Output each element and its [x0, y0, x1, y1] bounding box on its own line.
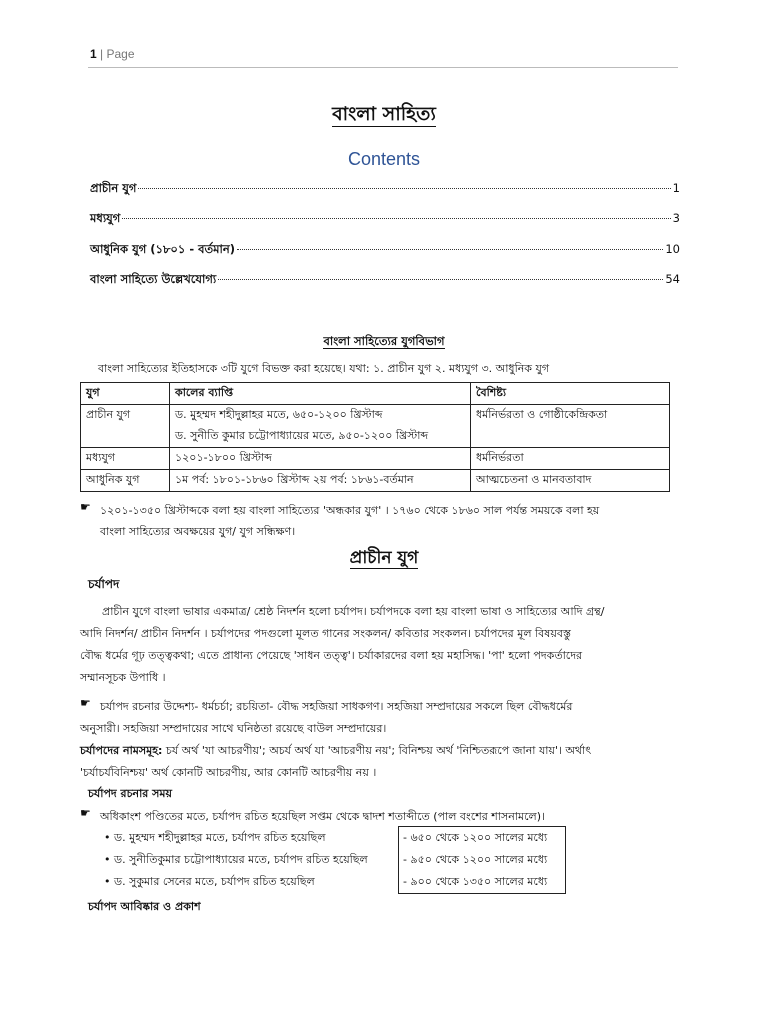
- table-cell-span: ড. মুহম্মদ শহীদুল্লাহর মতে, ৬৫০-১২০০ খ্রিস্টাব্দ: [170, 405, 471, 427]
- header-rule: [88, 67, 678, 68]
- charyapad-line: প্রাচীন যুগে বাংলা ভাষার একমাত্র/ শ্রেষ্ঠ নিদর্শন হলো চর্যাপদ। চর্যাপদকে বলা হয় বাংলা ভাষা ও সাহিত্যের আদি গ্রন্থ/: [102, 605, 605, 618]
- toc-entry[interactable]: [90, 271, 680, 290]
- pointing-hand-icon: ☛: [80, 500, 91, 514]
- range-item: - ৯৫০ থেকে ১২০০ সালের মধ্যে: [403, 853, 548, 866]
- header-sep: |: [96, 47, 107, 61]
- table-header-row: [81, 383, 670, 405]
- list-item: • ড. সুকুমার সেনের মতে, চর্যাপদ রচিত হয়েছিল: [104, 875, 315, 888]
- table-cell-era: প্রাচীন যুগ: [81, 405, 170, 448]
- table-cell-span: ১ম পর্ব: ১৮০১-১৮৬০ খ্রিস্টাব্দ ২য় পর্ব: ১৮৬১-বর্তমান: [170, 470, 471, 492]
- naming-text: চর্য অর্থ 'যা আচরণীয়'; অচর্য অর্থ যা 'আচরণীয় নয়'; বিনিশ্চয় অর্থ 'নিশ্চিতরূপে জানা যায়'। অর্থাৎ: [162, 744, 592, 757]
- charyapad-line: সম্মানসূচক উপাধি ।: [80, 671, 166, 684]
- list-item: • ড. সুনীতিকুমার চট্টোপাধ্যায়ের মতে, চর্যাপদ রচিত হয়েছিল: [104, 853, 368, 866]
- charyapad-line: বৌদ্ধ ধর্মের গূঢ় তত্ত্বকথা; এতে প্রাধান্য পেয়েছে 'সাধন তত্ত্ব'। চর্যাকারদের বলা হয় মহাসিদ্ধ। 'পা' হলো পদকর্তাদের: [80, 649, 583, 662]
- naming-line: 'চর্যাচর্যবিনিশ্চয়' অর্থ কোনটি আচরণীয়, আর কোনটি আচরণীয় নয় ।: [80, 766, 377, 779]
- toc-entry[interactable]: [90, 241, 680, 260]
- contents-heading: Contents: [347, 149, 421, 169]
- period-intro: বাংলা সাহিত্যের ইতিহাসকে ৩টি যুগে বিভক্ত করা হয়েছে। যথা: ১. প্রাচীন যুগ ২. মধ্যযুগ ৩. আধুনিক যুগ: [98, 362, 550, 375]
- toc-entry-label: আধুনিক যুগ (১৮০১ - বর্তমান): [90, 242, 235, 256]
- table-cell-span: ড. সুনীতি কুমার চট্টোপাধ্যায়ের মতে, ৯৫০-১২০০ খ্রিস্টাব্দ: [170, 426, 471, 448]
- toc-entry-page: 54: [665, 272, 680, 286]
- toc-entry-label: বাংলা সাহিত্যে উল্লেখযোগ্য: [90, 272, 217, 286]
- era-table: [80, 382, 670, 492]
- charyapad-line: আদি নিদর্শন/ প্রাচীন নিদর্শন । চর্যাপদের পদগুলো মূলত গানের সংকলন/ কবিতার সংকলন। চর্যাপদের মূল বিষয়বস্তু: [80, 627, 571, 640]
- range-item: - ৯০০ থেকে ১৩৫০ সালের মধ্যে: [403, 875, 548, 888]
- table-header-cell: কালের ব্যাপ্তি: [170, 383, 471, 405]
- table-row: [81, 405, 670, 427]
- toc-entry[interactable]: [90, 180, 680, 199]
- range-item: - ৬৫০ থেকে ১২০০ সালের মধ্যে: [403, 831, 548, 844]
- table-cell-era: আধুনিক যুগ: [81, 470, 170, 492]
- pointing-hand-icon: ☛: [80, 696, 91, 710]
- toc-entry-page: 1: [672, 181, 680, 195]
- charyapad-subhead: চর্যাপদ: [88, 577, 120, 591]
- page-label: Page: [106, 47, 135, 61]
- discovery-subhead: চর্যাপদ আবিষ্কার ও প্রকাশ: [88, 900, 201, 913]
- table-cell-feature: ধর্মনির্ভরতা ও গোষ্ঠীকেন্দ্রিকতা: [471, 405, 670, 448]
- toc-entry-page: 3: [672, 211, 680, 225]
- compose-time-intro: অধিকাংশ পণ্ডিতের মতে, চর্যাপদ রচিত হয়েছিল সপ্তম থেকে দ্বাদশ শতাব্দীতে (পাল বংশের শাসনামলে)।: [100, 810, 545, 823]
- document-title: বাংলা সাহিত্য: [332, 103, 436, 125]
- table-cell-span: ১২০১-১৮০০ খ্রিস্টাব্দ: [170, 448, 471, 470]
- toc-entry-label: মধ্যযুগ: [90, 211, 121, 225]
- naming-label: চর্যাপদের নামসমূহ:: [80, 744, 163, 757]
- table-header-cell: বৈশিষ্ট্য: [471, 383, 670, 405]
- table-header-cell: যুগ: [81, 383, 170, 405]
- table-cell-era: মধ্যযুগ: [81, 448, 170, 470]
- toc-entry-label: প্রাচীন যুগ: [90, 181, 137, 195]
- table-row: [81, 470, 670, 492]
- toc-entry[interactable]: [90, 210, 680, 229]
- compose-time-subhead: চর্যাপদ রচনার সময়: [88, 787, 173, 800]
- list-item: • ড. মুহম্মদ শহীদুল্লাহর মতে, চর্যাপদ রচিত হয়েছিল: [104, 831, 326, 844]
- table-cell-feature: ধর্মনির্ভরতা: [471, 448, 670, 470]
- table-cell-feature: আত্মচেতনা ও মানবতাবাদ: [471, 470, 670, 492]
- dark-age-line: বাংলা সাহিত্যের অবক্ষয়ের যুগ/ যুগ সন্ধিক্ষণ।: [100, 525, 296, 538]
- period-heading: বাংলা সাহিত্যের যুগবিভাগ: [323, 334, 445, 348]
- naming-line: [80, 740, 591, 761]
- ancient-era-heading: প্রাচীন যুগ: [349, 548, 419, 568]
- pointing-hand-icon: ☛: [80, 806, 91, 820]
- purpose-line: চর্যাপদ রচনার উদ্দেশ্য- ধর্মচর্চা; রচয়িতা- বৌদ্ধ সহজিয়া সাধকগণ। সহজিয়া সম্প্রদায়ের সকলে ছিল বৌদ্ধধর্মের: [100, 700, 573, 713]
- purpose-line: অনুসারী। সহজিয়া সম্প্রদায়ের সাথে ঘনিষ্ঠতা রয়েছে বাউল সম্প্রদায়ের।: [80, 722, 387, 735]
- dark-age-line: ১২০১-১৩৫০ খ্রিস্টাব্দকে বলা হয় বাংলা সাহিত্যের 'অন্ধকার যুগ' । ১৭৬০ থেকে ১৮৬০ সাল পর্যন্ত সময়কে বলা হয়: [100, 504, 600, 517]
- compose-time-list: [104, 827, 368, 893]
- toc-entry-page: 10: [665, 242, 680, 256]
- page-header: [90, 47, 135, 61]
- page-number: 1: [90, 47, 97, 61]
- compose-time-ranges: [398, 826, 566, 894]
- table-row: [81, 448, 670, 470]
